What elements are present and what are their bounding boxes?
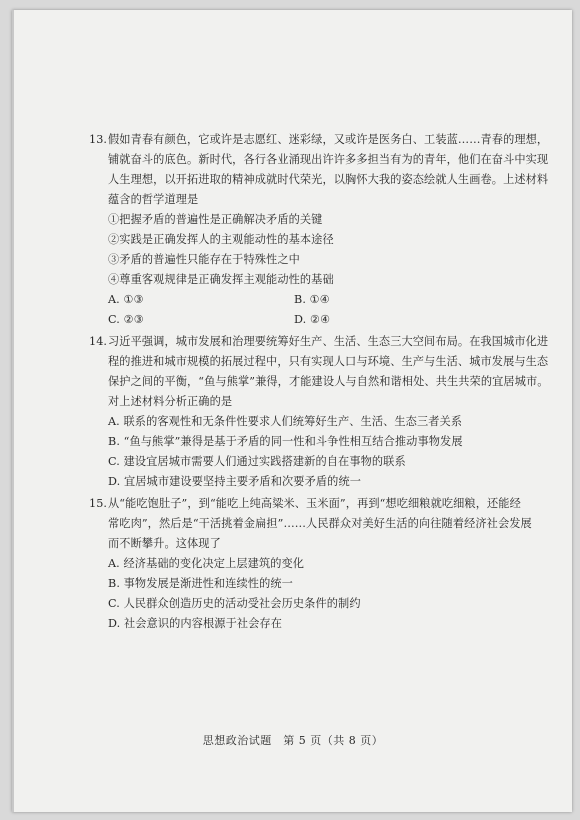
- option-d: D. 社会意识的内容根源于社会存在: [108, 617, 283, 630]
- question-number: 15.: [89, 497, 108, 510]
- question-stem-line: 保护之间的平衡，“鱼与熊掌”兼得，才能建设人与自然和谐相处、共生共荣的宜居城市。: [108, 375, 549, 388]
- option-a: A. ①③: [108, 293, 144, 306]
- statement-item: ①把握矛盾的普遍性是正确解决矛盾的关键: [108, 213, 323, 226]
- statement-item: ③矛盾的普遍性只能存在于特殊性之中: [108, 253, 300, 266]
- page-footer: 思想政治试题 第 5 页（共 8 页）: [202, 734, 384, 747]
- question-13: [89, 130, 549, 330]
- question-stem-line: 蕴含的哲学道理是: [108, 193, 199, 206]
- question-stem-line: 假如青春有颜色，它或许是志愿红、迷彩绿，又或许是医务白、工装蓝……青春的理想，: [108, 133, 549, 146]
- statement-item: ②实践是正确发挥人的主观能动性的基本途径: [108, 233, 334, 246]
- option-list: [89, 554, 529, 634]
- option-d: D. 宜居城市建设要坚持主要矛盾和次要矛盾的统一: [108, 475, 362, 488]
- option-list: [89, 412, 529, 492]
- question-number: 14.: [89, 335, 108, 348]
- option-d: D. ②④: [294, 313, 331, 326]
- option-c: C. ②③: [108, 313, 144, 326]
- option-c: C. 人民群众创造历史的活动受社会历史条件的制约: [108, 597, 361, 610]
- question-stem-line: 铺就奋斗的底色。新时代，各行各业涌现出许许多多担当有为的青年，他们在奋斗中实现: [108, 153, 549, 166]
- option-b: B. ①④: [294, 293, 330, 306]
- statement-item: ④尊重客观规律是正确发挥主观能动性的基础: [108, 273, 334, 286]
- question-stem-line: 从“能吃饱肚子”，到“能吃上纯高粱米、玉米面”，再到“想吃细粮就吃细粮，还能经: [108, 497, 521, 510]
- question-15: [89, 494, 532, 634]
- option-c: C. 建设宜居城市需要人们通过实践搭建新的自在事物的联系: [108, 455, 406, 468]
- option-b: B. 事物发展是渐进性和连续性的统一: [108, 577, 293, 590]
- statement-list: [89, 210, 529, 290]
- question-14: [89, 332, 549, 492]
- option-a: A. 联系的客观性和无条件性要求人们统筹好生产、生活、生态三者关系: [108, 415, 463, 428]
- option-a: A. 经济基础的变化决定上层建筑的变化: [108, 557, 305, 570]
- question-stem-line: 常吃肉”，然后是“干活挑着金扁担”……人民群众对美好生活的向往随着经济社会发展: [108, 517, 532, 530]
- page-content: [89, 130, 549, 634]
- question-number: 13.: [89, 133, 108, 146]
- option-grid: [89, 290, 529, 330]
- question-stem-line: 而不断攀升。这体现了: [108, 537, 221, 550]
- question-stem-line: 对上述材料分析正确的是: [108, 395, 233, 408]
- question-stem-line: 习近平强调，城市发展和治理要统筹好生产、生活、生态三大空间布局。在我国城市化进: [108, 335, 549, 348]
- option-b: B. “鱼与熊掌”兼得是基于矛盾的同一性和斗争性相互结合推动事物发展: [108, 435, 463, 448]
- exam-page: [12, 10, 572, 812]
- question-stem-line: 程的推进和城市规模的拓展过程中，只有实现人口与环境、生产与生活、城市发展与生态: [108, 355, 549, 368]
- question-stem-line: 人生理想，以开拓进取的精神成就时代荣光，以胸怀大我的姿态绘就人生画卷。上述材料: [108, 173, 549, 186]
